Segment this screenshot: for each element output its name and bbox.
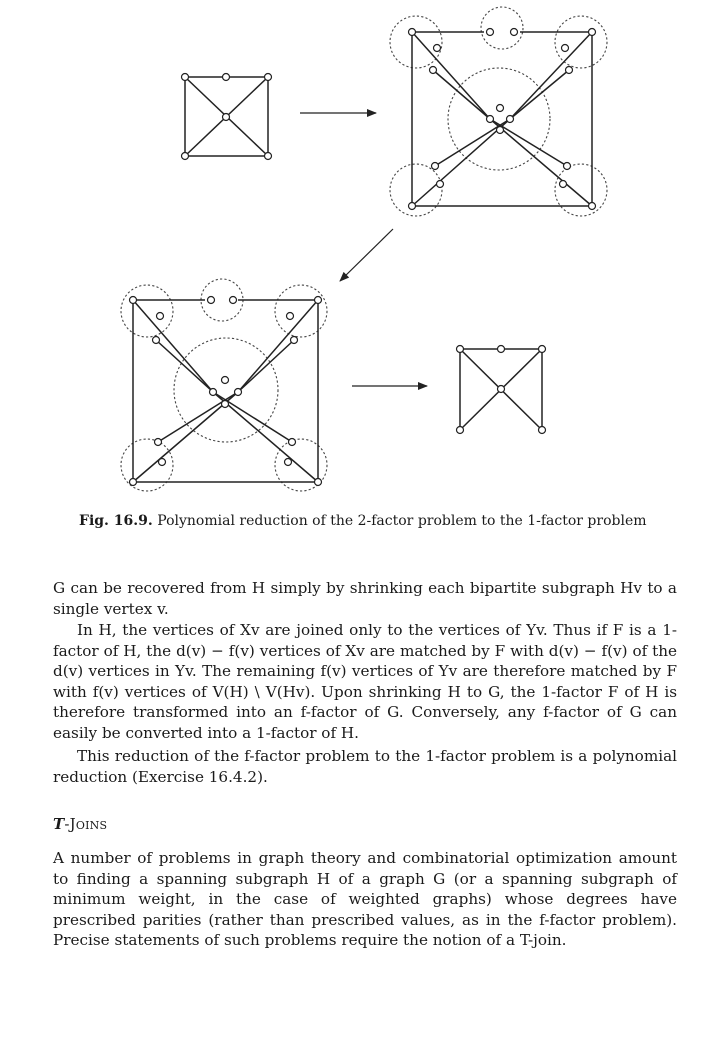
graph-g-original [182, 74, 272, 160]
section-heading-t-joins [53, 815, 107, 833]
paragraph-3 [53, 746, 677, 787]
figure-label: Fig. 16.9. [79, 513, 153, 529]
paragraph-1-text: G can be recovered from H simply by shrinking each bipartite subgraph Hv to a single vertex v. [53, 579, 677, 618]
figure-16-9 [0, 0, 720, 505]
figure-caption-text: Polynomial reduction of the 2-factor problem to the 1-factor problem [157, 513, 647, 529]
section-heading-rest: -Joins [64, 815, 108, 833]
graph-g-factor [457, 346, 546, 434]
figure-caption [79, 511, 699, 531]
arrow-diagonal [340, 229, 393, 281]
paragraph-2-text: In H, the vertices of Xv are joined only to the vertices of Yv. Thus if F is a 1-factor of H, the d(v) − f(v) vertices of Xv are matched by F with d(v) − f(v) of the d(v) vertices in Yv. The remaining f(v) vertices of Yv are therefore matched by F with f(v) vertices of V(H) \ V(Hv). Upon shrinking H to G, the 1-factor F of H is therefore transformed into an f-factor of G. Conversely, any f-factor of G can easily be converted into a 1-factor of H. [53, 621, 677, 742]
section-heading-prefix: T [53, 815, 65, 833]
graph-h-expanded [390, 7, 607, 216]
paragraph-4 [53, 848, 677, 951]
paragraph-3-text: This reduction of the f-factor problem to the 1-factor problem is a polynomial reduction (Exercise 16.4.2). [53, 747, 677, 786]
paragraph-1 [53, 578, 677, 619]
graph-h-matched [121, 279, 327, 491]
paragraph-2 [53, 620, 677, 744]
paragraph-4-text: A number of problems in graph theory and combinatorial optimization amount to finding a spanning subgraph H of a graph G (or a spanning subgraph of minimum weight, in the case of weighted graphs) whose degrees have prescribed parities (rather than prescribed values, as in the f-factor problem). Precise statements of such problems require the notion of a T-join. [53, 849, 677, 950]
